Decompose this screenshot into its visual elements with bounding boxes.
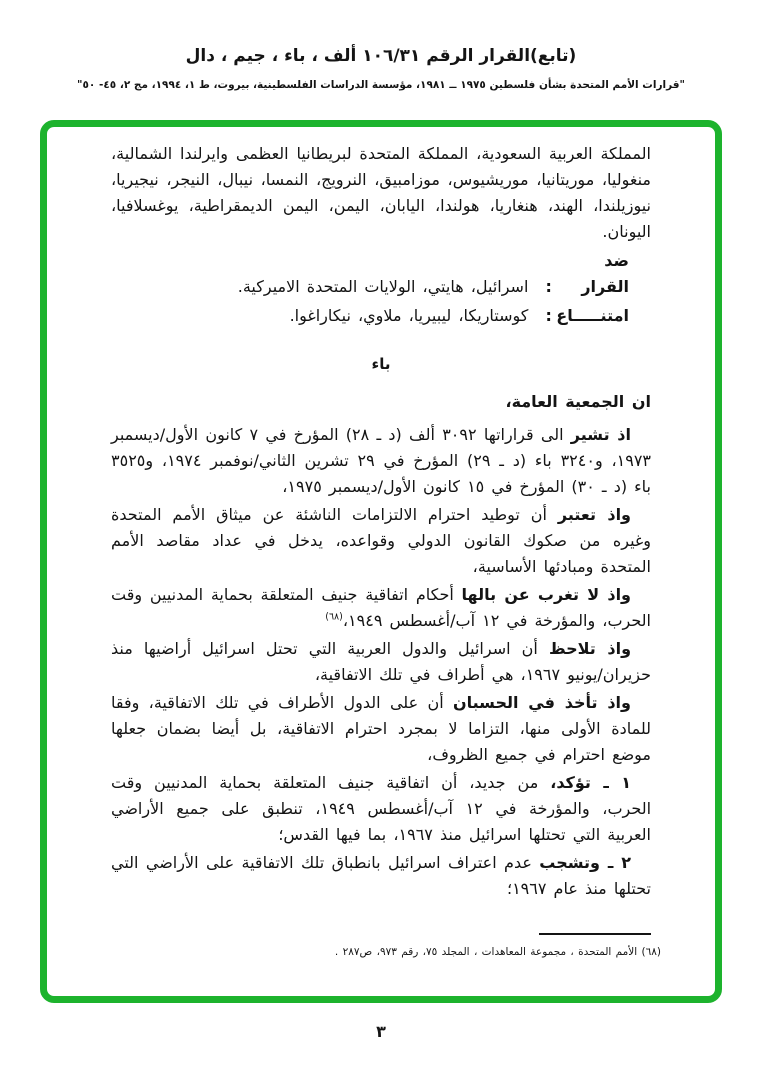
- footnote-text: (٦٨) الأمم المتحدة ، مجموعة المعاهدات ، المجلد ٧٥، رقم ٩٧٣، ص٢٨٧ .: [334, 946, 661, 958]
- item-number: ٢ ـ: [600, 853, 632, 872]
- countries-list-paragraph: المملكة العربية السعودية، المملكة المتحدة لبريطانيا العظمى وايرلندا الشمالية، منغوليا، موريتانيا، موريشيوس، موزامبيق، النرويج، النمسا، نيبال، النيجر، نيجيريا، نيوزيلندا، الهند، هنغاريا، هولندا، اليابان، اليمن، اليمن الديمقراطية، يوغسلافيا، اليونان.: [111, 144, 651, 241]
- paragraph-lead: واذ تلاحظ: [548, 639, 632, 658]
- operative-paragraph: [111, 770, 651, 848]
- footnote-reference-marker: (٦٨): [325, 611, 343, 623]
- paragraph-text: الى قراراتها ٣٠٩٢ ألف (د ـ ٢٨) المؤرخ في ٧ كانون الأول/ديسمبر ١٩٧٣، و٣٢٤٠ باء (د ـ ٢٩) المؤرخ في ٢٩ تشرين الثاني/نوفمبر ١٩٧٤، و٣٥٢٥ باء (د ـ ٣٠) المؤرخ في ١٥ كانون الأول/ديسمبر ١٩٧٥،: [111, 425, 652, 496]
- paragraph-lead: واذ تأخذ في الحسبان: [452, 693, 631, 712]
- assembly-intro: ان الجمعية العامة،: [505, 392, 651, 411]
- page-number: ٣: [376, 1022, 386, 1041]
- vote-abstain-label: امتنـــــاع: [556, 306, 629, 325]
- resolution-title: (تابع)القرار الرقم ١٠٦/٣١ ألف ، باء ، جيم ، دال: [185, 46, 577, 66]
- body-paragraph: [111, 502, 651, 580]
- vote-abstain-colon: :: [545, 306, 552, 325]
- paragraph-text: من جديد، أن اتفاقية جنيف المتعلقة بحماية المدنيين وقت الحرب، والمؤرخة في ١٢ آب/أغسطس ١٩٤٩، تنطبق على جميع الأراضي العربية التي تحتلها اسرائيل منذ ١٩٦٧، بما فيها القدس؛: [111, 773, 652, 844]
- resolution-body: [47, 127, 715, 902]
- source-citation: "قرارات الأمم المتحدة بشأن فلسطين ١٩٧٥ ــ ١٩٨١، مؤسسة الدراسات الفلسطينية، بيروت، ط ١، ١٩٩٤، مج ٢، ٤٥- ٥٠": [77, 79, 685, 91]
- item-number: ١ ـ: [590, 773, 632, 792]
- paragraph-text: عدم اعتراف اسرائيل بانطباق تلك الاتفاقية على الأراضي التي تحتلها منذ عام ١٩٦٧؛: [111, 853, 651, 898]
- footnote-separator: [539, 933, 651, 935]
- paragraph-text: أن اسرائيل والدول العربية التي تحتل اسرائيل أراضيها منذ حزيران/يونيو ١٩٦٧، هي أطراف في تلك الاتفاقية،: [111, 639, 651, 684]
- section-letter-heading: باء: [371, 355, 391, 373]
- green-border-box: [40, 120, 722, 1003]
- vote-abstain-row: [111, 303, 651, 329]
- vote-against-colon: :: [545, 277, 552, 296]
- vote-against-row: [111, 248, 651, 300]
- paragraph-lead: اذ تشير: [570, 425, 632, 444]
- paragraph-lead: واذ تعتبر: [557, 505, 632, 524]
- paragraph-text: أن على الدول الأطراف في تلك الاتفاقية، وفقا للمادة الأولى منها، التزاما لا بمجرد احترام الاتفاقية، بل أيضا بضمان جعلها موضع احترام في جميع الظروف،: [111, 693, 651, 764]
- page-header: [0, 46, 762, 91]
- paragraph-lead: واذ لا تغرب عن بالها: [461, 585, 631, 604]
- paragraph-lead: تؤكد،: [550, 773, 591, 792]
- vote-against-label: ضد القرار: [581, 251, 629, 296]
- vote-against-value: اسرائيل، هايتي، الولايات المتحدة الاميركية.: [237, 277, 529, 296]
- body-paragraph: [111, 690, 651, 768]
- body-paragraph: [111, 582, 651, 634]
- paragraph-text: أن توطيد احترام الالتزامات الناشئة عن ميثاق الأمم المتحدة وغيره من صكوك القانون الدولي وقواعده، يدخل في عداد مقاصد الأمم المتحدة ومبادئها الأساسية،: [111, 505, 651, 576]
- body-paragraph: [111, 422, 651, 500]
- footnote-block: [111, 927, 661, 958]
- paragraph-lead: وتشجب: [539, 853, 600, 872]
- body-paragraph: [111, 636, 651, 688]
- vote-abstain-value: كوستاريكا، ليبيريا، ملاوي، نيكاراغوا.: [289, 306, 529, 325]
- paragraph-text: أحكام اتفاقية جنيف المتعلقة بحماية المدنيين وقت الحرب، والمؤرخة في ١٢ آب/أغسطس ١٩٤٩،: [111, 585, 651, 630]
- operative-paragraph: [111, 850, 651, 902]
